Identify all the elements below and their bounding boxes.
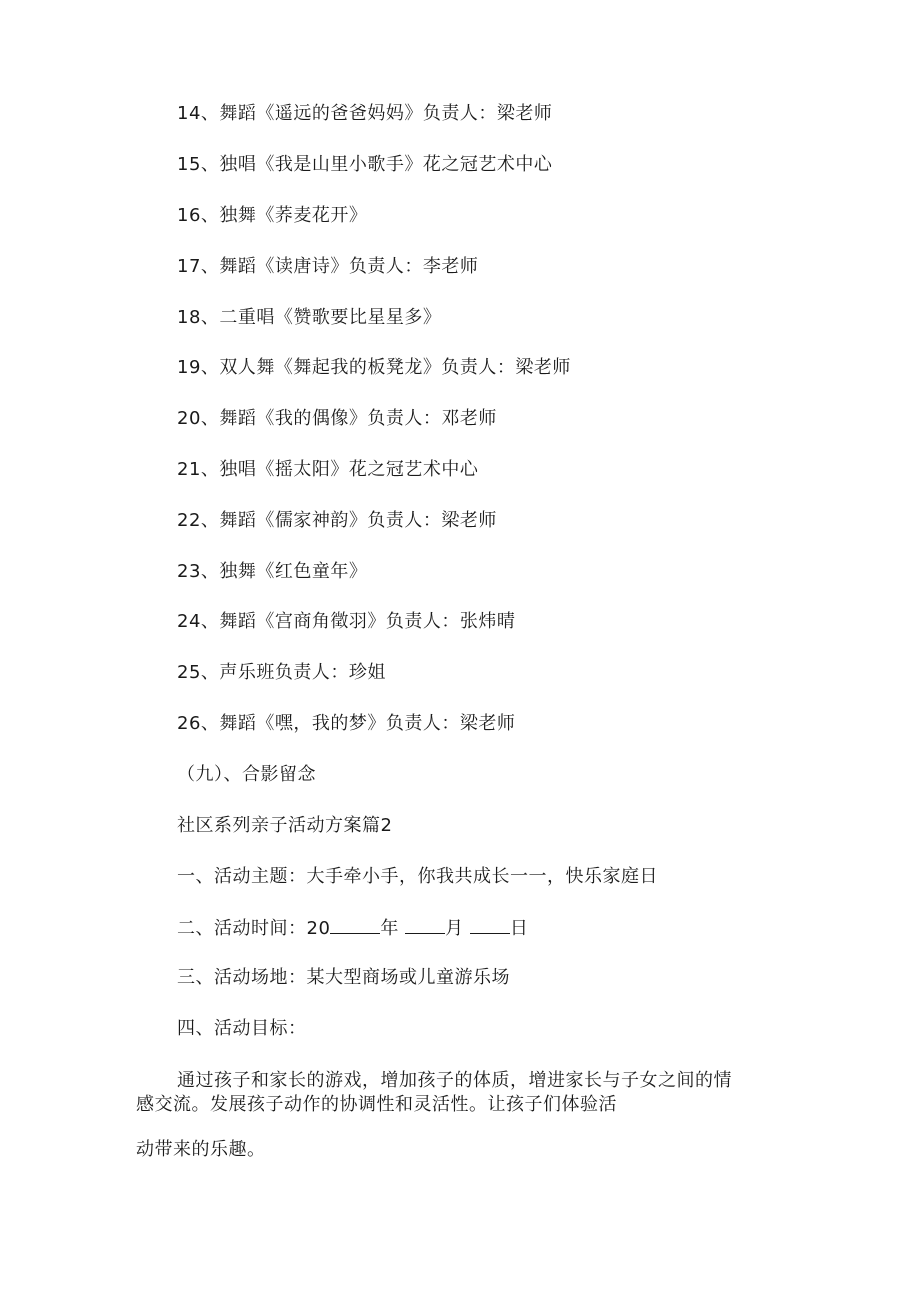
program-item-15: 15、独唱《我是山里小歌手》花之冠艺术中心 [177, 154, 553, 175]
program-item-26: 26、舞蹈《嘿，我的梦》负责人：梁老师 [177, 713, 516, 734]
program-item-20: 20、舞蹈《我的偶像》负责人：邓老师 [177, 408, 497, 429]
section-title: 社区系列亲子活动方案篇2 [177, 815, 393, 836]
program-item-16: 16、独舞《荞麦花开》 [177, 205, 368, 226]
program-item-21: 21、独唱《摇太阳》花之冠艺术中心 [177, 459, 479, 480]
activity-time-label: 二、活动时间：20 [177, 918, 331, 939]
program-item-14: 14、舞蹈《遥远的爸爸妈妈》负责人：梁老师 [177, 103, 553, 124]
day-label: 日 [509, 918, 529, 939]
program-item-17: 17、舞蹈《读唐诗》负责人：李老师 [177, 256, 479, 277]
goals-paragraph [136, 1069, 796, 1117]
goals-line-2: 感交流。发展孩子动作的协调性和灵活性。让孩子们体验活 [136, 1094, 617, 1115]
program-item-22: 22、舞蹈《儒家神韵》负责人：梁老师 [177, 510, 497, 531]
goals-paragraph-continued [136, 1138, 796, 1162]
day-blank [470, 915, 510, 934]
year-label: 年 [380, 918, 399, 939]
program-item-25: 25、声乐班负责人：珍姐 [177, 662, 386, 683]
goals-line-1: 通过孩子和家长的游戏，增加孩子的体质，增进家长与子女之间的情 [177, 1070, 732, 1091]
year-blank [330, 915, 380, 934]
program-item-18: 18、二重唱《赞歌要比星星多》 [177, 307, 442, 328]
activity-time [177, 915, 528, 941]
program-item-23: 23、独舞《红色童年》 [177, 561, 368, 582]
program-item-24: 24、舞蹈《宫商角徵羽》负责人：张炜晴 [177, 611, 516, 632]
goals-heading: 四、活动目标： [177, 1018, 307, 1039]
activity-theme: 一、活动主题：大手牵小手，你我共成长一一，快乐家庭日 [177, 866, 658, 887]
program-item-19: 19、双人舞《舞起我的板凳龙》负责人：梁老师 [177, 357, 571, 378]
activity-venue: 三、活动场地：某大型商场或儿童游乐场 [177, 967, 510, 988]
goals-line-3: 动带来的乐趣。 [136, 1139, 266, 1160]
month-blank [405, 915, 445, 934]
month-label: 月 [445, 918, 464, 939]
closing-item: （九）、合影留念 [177, 764, 316, 785]
